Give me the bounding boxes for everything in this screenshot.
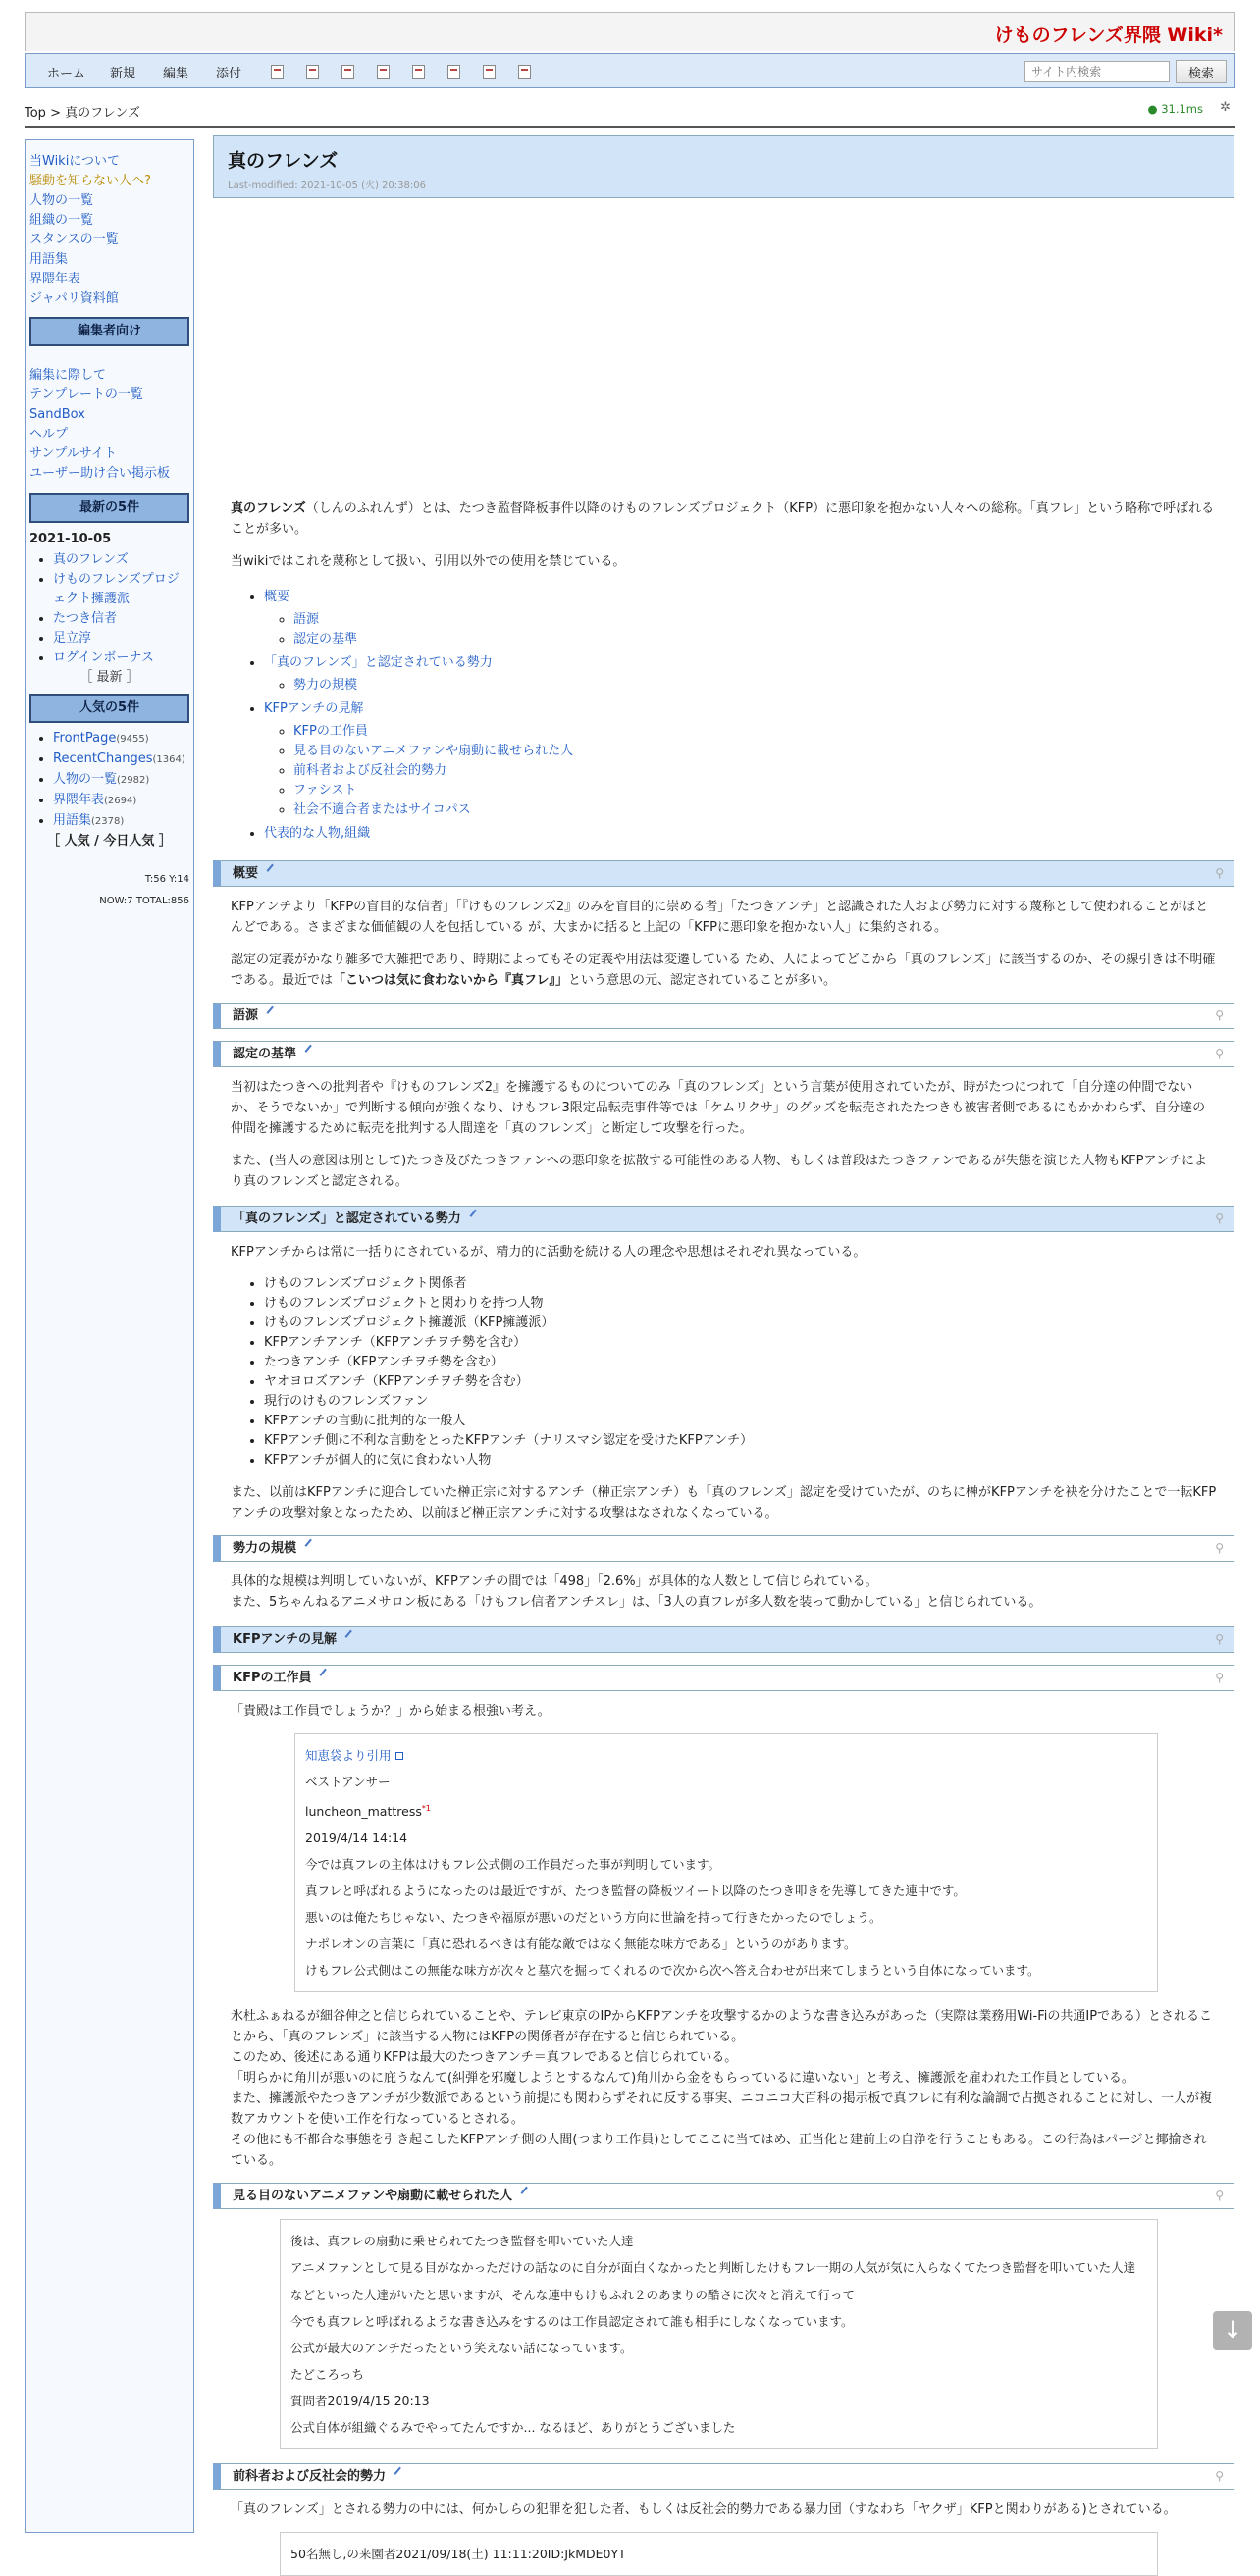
edit-pencil-icon[interactable] bbox=[315, 1664, 328, 1676]
toc-link[interactable]: 認定の基準 bbox=[293, 632, 358, 646]
section-heading-kibo: 勢力の規模 ⚲ bbox=[213, 1535, 1234, 1562]
popular-link[interactable]: RecentChanges bbox=[53, 751, 153, 766]
sidebar-recent-list bbox=[53, 550, 189, 668]
list-item bbox=[53, 629, 189, 648]
search-input[interactable] bbox=[1024, 61, 1170, 82]
sidebar-recent-heading: 最新の5件 bbox=[29, 493, 189, 523]
toc-link[interactable]: 「真のフレンズ」と認定されている勢力 bbox=[264, 655, 493, 670]
list-item: • けものフレンズプロジェクト関係者 bbox=[264, 1274, 1217, 1294]
popular-link[interactable]: 用語集 bbox=[53, 813, 92, 828]
sidebar-link-newcomer[interactable]: 騒動を知らない人へ? bbox=[29, 174, 151, 188]
list-item: • ヤオヨロズアンチ（KFPアンチヲチ勢を含む） bbox=[264, 1372, 1217, 1392]
paragraph: また、(当人の意図は別として)たつき及びたつきファンへの悪印象を拡散する可能性のある人物、もしくは普段はたつきファンであるが失態を演じた人物もKFPアンチにより真のフレンズと認定される。 bbox=[231, 1154, 1207, 1189]
recent-link[interactable]: 真のフレンズ bbox=[53, 552, 129, 567]
list-item bbox=[53, 791, 189, 811]
toc-link[interactable]: KFPアンチの見解 bbox=[264, 701, 364, 716]
paragraph: 「真のフレンズ」とされる勢力の中には、何かしらの犯罪を犯した者、もしくは反社会的勢力である暴力団（すなわち「ヤクザ」KFPと関わりがある)とされている。 bbox=[231, 2502, 1177, 2518]
section-heading-seiryoku: 「真のフレンズ」と認定されている勢力 ⚲ bbox=[213, 1206, 1234, 1232]
quote-block: 50名無し,の来園者2021/09/18(土) 11:11:20ID:JkMDE0YT bbox=[280, 2532, 1158, 2576]
search-button[interactable]: 検索 bbox=[1176, 60, 1227, 83]
nav-edit[interactable]: 編集 bbox=[163, 67, 189, 81]
quote-chiebukuro: 知恵袋より引用 ベストアンサー luncheon_mattress$^{*1}$ 2019/4/14 14:14 今では真フレの主体はけもフレ公式側の工作員だった事が判明しています。 真フレと呼ばれるようになったのは最近ですが、たつき監督の降板ツイート以降のたつき叩きを先導してきた連中です。 悪いのは俺たちじゃない、たつきや福原が悪いのだという方向に世論を持って行きたかったのでしょう。 ナポレオンの言葉に「真に恐れるべきは有能な敵ではなく無能な味方である」というのがあります。 けもフレ公式側はこの無能な味方が次々と墓穴を掘ってくれるので次から次へ答え合わせが出来てしまうという自体になっています。 bbox=[294, 1733, 1158, 1992]
paragraph: 「貴殿は工作員でしょうか？」から始まる根強い考え。 bbox=[231, 1704, 551, 1719]
link-icon[interactable]: ⚲ bbox=[1215, 2469, 1224, 2484]
paragraph: KFPアンチからは常に一括りにされているが、精力的に活動を続ける人の理念や思想はそれぞれ異なっている。 bbox=[231, 1245, 866, 1260]
sidebar-link-help[interactable]: ヘルプ bbox=[29, 427, 69, 441]
toc-item bbox=[264, 820, 1217, 847]
section-heading-mirume: 見る目のないアニメファンや扇動に載せられた人 ⚲ bbox=[213, 2183, 1234, 2209]
section-heading-kijun: 認定の基準 ⚲ bbox=[213, 1041, 1234, 1067]
intro-term: 真のフレンズ bbox=[231, 501, 306, 516]
page-title: 真のフレンズ bbox=[228, 150, 339, 172]
scroll-to-top-button[interactable]: ↓ bbox=[1213, 2311, 1252, 2350]
toc-link[interactable]: 概要 bbox=[264, 590, 290, 604]
toc-item bbox=[293, 781, 1217, 800]
popular-count: (2378) bbox=[91, 816, 125, 827]
link-icon[interactable]: ⚲ bbox=[1215, 2189, 1224, 2203]
sidebar-link-archive[interactable]: ジャパリ資料館 bbox=[29, 291, 119, 306]
link-icon[interactable]: ⚲ bbox=[1215, 1671, 1224, 1684]
backup-icon[interactable] bbox=[377, 65, 390, 79]
header-divider bbox=[25, 126, 1235, 128]
sidebar-popular-more[interactable]: ［ 人気 / 今日人気 ］ bbox=[47, 834, 172, 849]
toc-item bbox=[264, 584, 1217, 649]
article-body bbox=[213, 498, 1234, 2576]
list-item: • KFPアンチが個人的に気に食わない人物 bbox=[264, 1451, 1217, 1470]
paragraph: 氷杜ふぁねるが細谷伸之と信じられていることや、テレビ東京のIPからKFPアンチを攻撃するかのような書き込みがあった（実際は業務用Wi-Fiの共通IPである）とされることから、「真のフレンズ」に該当する人物にはKFPの関係者が存在すると信じられている。 このため、後述にある通りKFPは最大のたつきアンチ＝真フレであると信じられている。 「明らかに角川が悪いのに庇うなんて(糾弾を邪魔しようとするなんて)角川から金をもらっているに違いない」と考え、擁護派を雇われた工作員としている。 また、擁護派やたつきアンチが少数派であるという前提にも関わらずそれに反する事実、ニコニコ大百科の掲示板で真フレに有利な論調で占拠されることに対し、一人が複数アカウントを使い工作を行なっているとされる。 その他にも不都合な事態を引き起こしたKFPアンチ側の人間(つまり工作員)としてここに当てはめ、正当化と建前上の自浄を行うこともある。この行為はパージと揶揄されている。 bbox=[231, 2009, 1213, 2169]
nav-attach[interactable]: 添付 bbox=[216, 67, 242, 81]
paragraph: 認定の定義がかなり雑多で大雑把であり、時期によってもその定義や用法は変遷している ため、人によってどこから「真のフレンズ」に該当するのか、その線引きは不明確である。最近では「こいつは気に食わないから『真フレ』」という意思の元、認定されていることが多い。 bbox=[231, 953, 1216, 988]
breadcrumb-sep: > bbox=[45, 106, 66, 121]
list-item bbox=[53, 648, 189, 668]
table-of-contents bbox=[264, 584, 1217, 847]
sidebar-link-about[interactable]: 当Wikiについて bbox=[29, 154, 121, 169]
link-icon[interactable]: ⚲ bbox=[1215, 1211, 1224, 1225]
edit-pencil-icon[interactable] bbox=[515, 2182, 528, 2194]
sidebar-link-board[interactable]: ユーザー助け合い掲示板 bbox=[29, 466, 171, 481]
faction-list bbox=[264, 1274, 1217, 1470]
toc-item bbox=[293, 800, 1217, 820]
toc-link[interactable]: 見る目のないアニメファンや扇動に載せられた人 bbox=[293, 744, 574, 758]
sidebar-link-templates[interactable]: テンプレートの一覧 bbox=[29, 387, 143, 402]
sidebar-popular-heading: 人気の5件 bbox=[29, 694, 189, 723]
list-item: • たつきアンチ（KFPアンチヲチ勢を含む） bbox=[264, 1353, 1217, 1372]
toc-item bbox=[293, 742, 1217, 761]
site-header bbox=[25, 12, 1235, 51]
copy-icon[interactable] bbox=[306, 65, 319, 79]
section-heading-kenkai: KFPアンチの見解 ⚲ bbox=[213, 1626, 1234, 1653]
list-item: • けものフレンズプロジェクトと関わりを持つ人物 bbox=[264, 1294, 1217, 1314]
toc-item bbox=[264, 696, 1217, 820]
toc-item bbox=[293, 630, 1217, 649]
breadcrumb bbox=[25, 102, 140, 121]
edit-pencil-icon[interactable] bbox=[299, 1534, 312, 1547]
paragraph: また、以前はKFPアンチに迎合していた榊正宗に対するアンチ（榊正宗アンチ）も「真のフレンズ」認定を受けていたが、のちに榊がKFPアンチを袂を分けたことで一転KFPアンチの攻撃対象となったため、以前ほど榊正宗アンチに対する攻撃はなされなくなっている。 bbox=[231, 1485, 1217, 1520]
toc-link[interactable]: KFPの工作員 bbox=[293, 724, 368, 739]
toc-item bbox=[264, 649, 1217, 696]
list-item bbox=[53, 550, 189, 570]
recent-link[interactable]: たつき信者 bbox=[53, 611, 118, 626]
popular-count: (2982) bbox=[117, 775, 150, 786]
ad-space bbox=[213, 198, 1234, 498]
toc-sublist bbox=[293, 722, 1217, 820]
quote-source-link[interactable]: 知恵袋より引用 bbox=[305, 1748, 392, 1763]
link-icon[interactable]: ⚲ bbox=[1215, 1632, 1224, 1646]
last-modified: Last-modified: 2021-10-05 (火) 20:38:06 bbox=[228, 180, 426, 191]
sidebar-link-editing[interactable]: 編集に際して bbox=[29, 368, 107, 383]
list-item bbox=[53, 811, 189, 832]
toc-item bbox=[293, 761, 1217, 781]
edit-pencil-icon[interactable] bbox=[299, 1040, 312, 1053]
edit-pencil-icon[interactable] bbox=[464, 1205, 477, 1217]
help-icon[interactable] bbox=[518, 65, 531, 79]
popular-link[interactable]: 界隈年表 bbox=[53, 793, 105, 807]
edit-pencil-icon[interactable] bbox=[389, 2462, 401, 2475]
toc-link[interactable]: 勢力の規模 bbox=[293, 678, 358, 693]
link-icon[interactable]: ⚲ bbox=[1215, 1047, 1224, 1060]
list-item bbox=[53, 609, 189, 629]
external-link-icon bbox=[395, 1752, 403, 1760]
sidebar-link-orgs[interactable]: 組織の一覧 bbox=[29, 213, 94, 228]
section-heading-gogen: 語源 ⚲ bbox=[213, 1003, 1234, 1029]
edit-pencil-icon[interactable] bbox=[261, 859, 274, 872]
list-item: • KFPアンチアンチ（KFPアンチヲチ勢を含む） bbox=[264, 1333, 1217, 1353]
toc-item bbox=[293, 722, 1217, 742]
toc-sublist bbox=[293, 610, 1217, 649]
link-icon[interactable]: ⚲ bbox=[1215, 866, 1224, 880]
quote-block: 後は、真フレの扇動に乗せられてたつき監督を叩いていた人達 アニメファンとして見る目がなかっただけの話なのに自分が面白くなかったと判断したけもフレ一期の人気が気に入らなくてたつき監督を叩いていた人達 などといった人達がいたと思いますが、そんな連中もけもふれ２のあまりの酷さに次々と消えて行って 今でも真フレと呼ばれるような書き込みをするのは工作員認定されて誰も相手にしなくなっています。 公式が最大のアンチだったという笑えない話になっています。 たどころっち 質問者2019/4/15 20:13 公式自体が組織ぐるみでやってたんですか... なるほど、ありがとうございました bbox=[280, 2219, 1158, 2449]
list-item bbox=[53, 729, 189, 749]
sidebar-link-sandbox[interactable]: SandBox bbox=[29, 407, 85, 422]
section-heading-kosaku: KFPの工作員 ⚲ bbox=[213, 1665, 1234, 1691]
freeze-icon[interactable] bbox=[412, 65, 425, 79]
popular-count: (2694) bbox=[104, 796, 137, 806]
list-item: • KFPアンチの言動に批判的な一般人 bbox=[264, 1412, 1217, 1431]
sidebar-popular-list bbox=[53, 729, 189, 832]
footnote-link[interactable]: *1 bbox=[421, 1804, 431, 1813]
sidebar-link-sample[interactable]: サンプルサイト bbox=[29, 446, 117, 461]
list-item bbox=[53, 749, 189, 770]
popular-count: (9455) bbox=[116, 734, 149, 745]
link-icon[interactable]: ⚲ bbox=[1215, 1541, 1224, 1555]
list-item: • けものフレンズプロジェクト擁護派（KFP擁護派） bbox=[264, 1314, 1217, 1333]
intro-paragraph: 真のフレンズ（しんのふれんず）とは、たつき監督降板事件以降のけものフレンズプロジェクト（KFP）に悪印象を抱かない人々への総称。「真フレ」という略称で呼ばれることが多い。 bbox=[231, 501, 1215, 537]
nav-home[interactable]: ホーム bbox=[47, 67, 86, 81]
list-item bbox=[53, 770, 189, 791]
sidebar-recent-date: 2021-10-05 bbox=[29, 532, 112, 546]
edit-pencil-icon[interactable] bbox=[340, 1625, 352, 1638]
nav-new[interactable]: 新規 bbox=[110, 67, 136, 81]
rename-icon[interactable] bbox=[341, 65, 354, 79]
breadcrumb-current: 真のフレンズ bbox=[65, 106, 140, 121]
diff-icon[interactable] bbox=[271, 65, 284, 79]
sidebar-recent-more[interactable]: ［ 最新 ］ bbox=[79, 670, 139, 685]
popular-link[interactable]: FrontPage bbox=[53, 731, 117, 746]
recent-link[interactable]: ログインボーナス bbox=[53, 650, 154, 665]
toc-sublist bbox=[293, 676, 1217, 696]
toc-item bbox=[293, 676, 1217, 696]
sidebar-link-people[interactable]: 人物の一覧 bbox=[29, 193, 94, 208]
toc-link[interactable]: 社会不適合者またはサイコパス bbox=[293, 802, 471, 817]
intro-note: 当wikiではこれを蔑称として扱い、引用以外での使用を禁じている。 bbox=[231, 554, 626, 569]
popular-link[interactable]: 人物の一覧 bbox=[53, 772, 118, 787]
timing-badge: ● 31.1ms bbox=[1147, 102, 1203, 116]
sidebar-link-glossary[interactable]: 用語集 bbox=[29, 252, 69, 267]
site-title[interactable]: けものフレンズ界隈 Wiki* bbox=[994, 25, 1223, 46]
navbar bbox=[25, 53, 1235, 88]
toc-link[interactable]: ファシスト bbox=[293, 783, 357, 798]
toc-item bbox=[293, 610, 1217, 630]
paragraph: 当初はたつきへの批判者や『けものフレンズ2』を擁護するものについてのみ「真のフレンズ」という言葉が使用されていたが、時がたつにつれて「自分達の仲間でないか、そうでないか」で判断する傾向が強くなり、けもフレ3限定品転売事件等では「ケムリクサ」のグッズを転売されたたつきも被害者側であるにもかかわらず、自分達の仲間を擁護するために転売を批判する人間達を「真のフレンズ」と断定して攻撃を行った。 bbox=[231, 1080, 1206, 1136]
list-item bbox=[53, 570, 189, 609]
paragraph: 具体的な規模は判明していないが、KFPアンチの間では「498」「2.6%」が具体的な人数として信じられている。 また、5ちゃんねるアニメサロン板にある「けもフレ信者アンチスレ」は、「3人の真フレが多人数を装って動かしている」と信じられている。 bbox=[231, 1574, 1042, 1610]
toc-link[interactable]: 代表的な人物,組織 bbox=[264, 826, 371, 841]
page-title-box bbox=[213, 135, 1234, 198]
list-icon[interactable] bbox=[447, 65, 460, 79]
section-heading-gaiyo: 概要 ⚲ bbox=[213, 860, 1234, 887]
sidebar-editor-heading: 編集者向け bbox=[29, 317, 189, 346]
counter-total: NOW:7 TOTAL:856 bbox=[99, 896, 189, 906]
breadcrumb-top[interactable]: Top bbox=[25, 106, 46, 121]
toc-link[interactable]: 語源 bbox=[293, 612, 320, 627]
sidebar-link-stances[interactable]: スタンスの一覧 bbox=[29, 232, 119, 247]
link-icon[interactable]: ⚲ bbox=[1215, 1008, 1224, 1022]
sidebar bbox=[25, 139, 194, 2533]
search-page-icon[interactable] bbox=[483, 65, 496, 79]
counter-today: T:56 Y:14 bbox=[144, 874, 189, 885]
recent-link[interactable]: けものフレンズプロジェクト擁護派 bbox=[53, 572, 180, 606]
list-item: • 現行のけものフレンズファン bbox=[264, 1392, 1217, 1412]
main-content bbox=[213, 135, 1234, 2562]
toc-link[interactable]: 前科者および反社会的勢力 bbox=[293, 763, 447, 778]
section-heading-zenka: 前科者および反社会的勢力 ⚲ bbox=[213, 2463, 1234, 2490]
edit-pencil-icon[interactable] bbox=[261, 1002, 274, 1014]
list-item: • KFPアンチ側に不利な言動をとったKFPアンチ（ナリスマシ認定を受けたKFPアンチ） bbox=[264, 1431, 1217, 1451]
sidebar-link-timeline[interactable]: 界隈年表 bbox=[29, 272, 81, 286]
recent-link[interactable]: 足立淳 bbox=[53, 631, 92, 645]
popular-count: (1364) bbox=[152, 754, 185, 765]
gear-icon[interactable]: ✲ bbox=[1220, 100, 1231, 115]
paragraph: KFPアンチより「KFPの盲目的な信者」「『けものフレンズ2』のみを盲目的に崇める者」「たつきアンチ」と認識された人および勢力に対する蔑称として使われることがほとんどである。さまざまな価値観の人を包括している が、大まかに括ると上記の「KFPに悪印象を抱かない人」に集約される。 bbox=[231, 900, 1209, 935]
